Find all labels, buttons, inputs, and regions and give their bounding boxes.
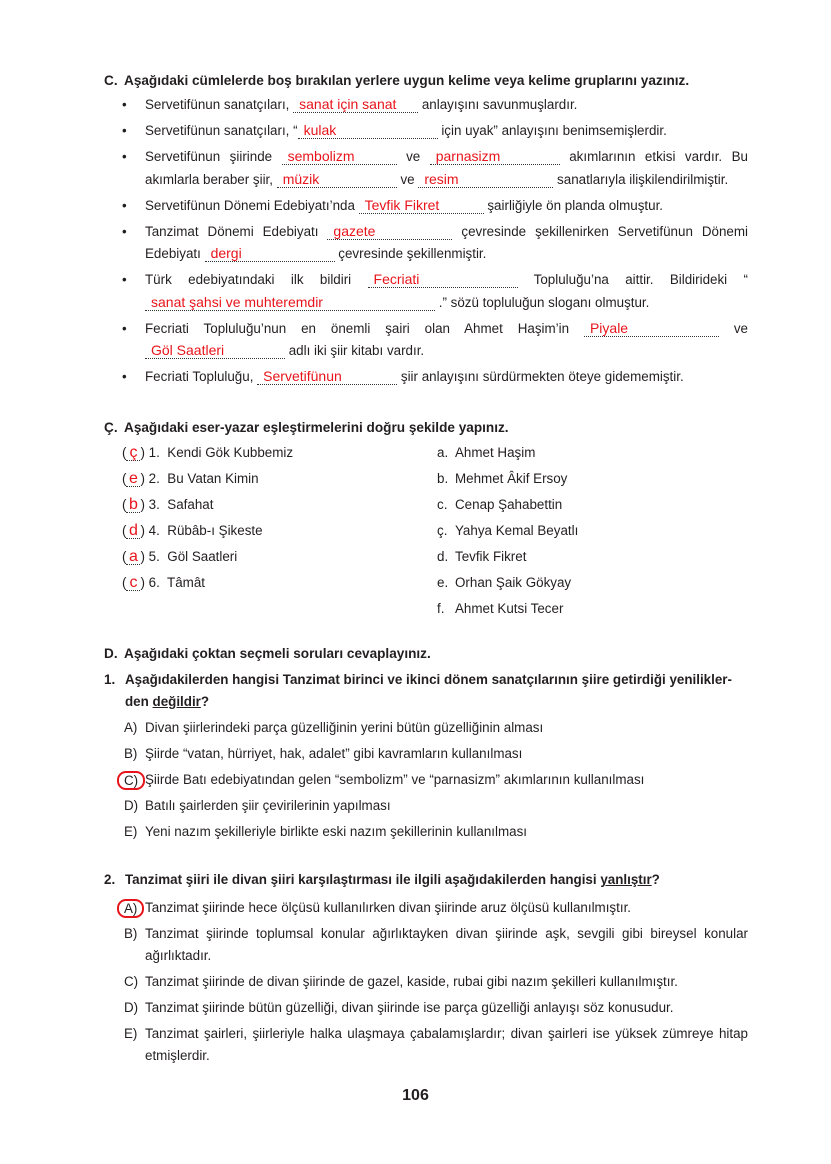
bullet-item: [122, 318, 748, 363]
question-end: ?: [651, 872, 660, 888]
sentence-text: anlayışını savunmuşlardır.: [418, 97, 578, 112]
bullet-item: [122, 195, 748, 218]
answer-blank[interactable]: sanat için sanat: [293, 97, 418, 113]
sentence-text: ve: [396, 171, 419, 187]
section-letter: D.: [104, 646, 118, 662]
author-item: [437, 495, 562, 515]
author-letter: b.: [437, 470, 449, 486]
answer-option[interactable]: [104, 769, 748, 791]
sentence-text: Tanzimat Dönemi Edebiyatı: [145, 223, 328, 239]
option-text: Batılı şairlerden şiir çevirilerinin yapılması: [145, 798, 391, 814]
answer-blank[interactable]: Piyale: [584, 321, 719, 337]
option-label[interactable]: E): [124, 1026, 138, 1042]
work-item: ( b ) 3. Safahat: [122, 495, 214, 513]
match-row: [122, 521, 762, 547]
author-name: Orhan Şaik Gökyay: [455, 574, 572, 590]
author-name: Ahmet Kutsi Tecer: [455, 601, 564, 617]
work-number: 2.: [148, 470, 160, 486]
option-label[interactable]: B): [124, 926, 138, 942]
question-2: [104, 869, 748, 1067]
question-stem: [104, 669, 748, 713]
match-answer[interactable]: c: [126, 576, 140, 591]
answer-blank[interactable]: parnasizm: [430, 149, 560, 165]
match-answer[interactable]: a: [126, 550, 140, 565]
section-letter: C.: [104, 73, 118, 88]
sentence-text: için uyak” anlayışını benimsemişlerdir.: [437, 123, 667, 138]
option-label[interactable]: E): [124, 824, 138, 840]
match-row: [122, 469, 762, 495]
sentence-text: Topluluğu’na aittir. Bildirideki “: [517, 272, 748, 287]
question-number: 1.: [104, 672, 116, 688]
answer-option[interactable]: [104, 795, 748, 817]
sentence-text: Türk edebiyatındaki ilk bildiri: [145, 272, 368, 287]
work-number: 1.: [148, 444, 160, 460]
sentence-text: .” sözü topluluğun sloganı olmuştur.: [435, 294, 650, 310]
section-title: Aşağıdaki çoktan seçmeli soruları cevaplayınız.: [124, 646, 431, 662]
option-text: Tanzimat şiirinde toplumsal konular ağırlıktayken divan şiirinde aşk, sevgili gibi bireysel konular ağırlıktadır.: [145, 926, 748, 964]
answer-option[interactable]: [104, 821, 748, 843]
answer-blank[interactable]: Göl Saatleri: [145, 343, 285, 359]
author-name: Cenap Şahabettin: [455, 496, 563, 512]
sentence-text: şairliğiyle ön planda olmuştur.: [483, 197, 664, 213]
author-item: [437, 599, 563, 619]
answer-blank[interactable]: Servetifünun: [257, 369, 397, 385]
author-name: Tevfik Fikret: [455, 548, 527, 564]
match-row: [122, 547, 762, 573]
section-d-heading: [104, 645, 764, 663]
bullet-item: [122, 366, 748, 389]
section-title: Aşağıdaki eser-yazar eşleştirmelerini doğru şekilde yapınız.: [124, 419, 509, 435]
author-name: Ahmet Haşim: [455, 444, 536, 460]
sentence-text: Servetifünun şiirinde: [145, 149, 282, 164]
sentence-text: ve: [396, 149, 430, 164]
question-stem: [104, 869, 748, 891]
section-title: Aşağıdaki cümlelerde boş bırakılan yerlere uygun kelime veya kelime gruplarını yazınız.: [124, 73, 690, 88]
sentence-text: Fecriati Topluluğu,: [145, 369, 258, 384]
match-row: [122, 443, 762, 469]
work-title: Rübâb-ı Şikeste: [167, 522, 263, 538]
answer-blank[interactable]: müzik: [277, 172, 397, 188]
answer-option[interactable]: [104, 971, 748, 993]
question-1: [104, 669, 748, 843]
work-number: 3.: [148, 496, 160, 512]
question-emphasis: değildir: [152, 694, 201, 710]
author-item: [437, 521, 578, 541]
sentence-text: Servetifünun Dönemi Edebiyatı’nda: [145, 197, 359, 213]
sentence-text: çevresinde şekillenmiştir.: [334, 246, 487, 261]
answer-blank[interactable]: gazete: [327, 224, 452, 240]
question-text: Aşağıdakilerden hangisi Tanzimat birinci ve ikinci dönem sanatçılarının şiire getirdiği yenilikler-den: [125, 672, 732, 710]
author-name: Mehmet Âkif Ersoy: [455, 470, 568, 486]
answer-option[interactable]: [104, 997, 748, 1019]
author-letter: d.: [437, 548, 449, 564]
work-item: ( a ) 5. Göl Saatleri: [122, 547, 238, 565]
match-answer[interactable]: b: [126, 498, 140, 513]
question-end: ?: [200, 694, 210, 710]
answer-option[interactable]: [104, 1023, 748, 1067]
match-row: [122, 599, 762, 625]
match-answer[interactable]: ç: [126, 446, 140, 461]
question-text: Tanzimat şiiri ile divan şiiri karşılaştırması ile ilgili aşağıdakilerden hangisi: [125, 872, 601, 888]
sentence-text: çevresinde şekillenirken Servetifünun Dönemi Edebiyatı: [145, 223, 748, 261]
answer-option[interactable]: [104, 743, 748, 765]
section-cc-heading: [104, 419, 764, 437]
section-letter: Ç.: [104, 419, 118, 435]
bullet-item: [122, 94, 748, 117]
sentence-text: adlı iki şiir kitabı vardır.: [285, 343, 425, 358]
work-title: Bu Vatan Kimin: [167, 470, 259, 486]
answer-blank[interactable]: Fecriati: [368, 272, 518, 288]
answer-blank[interactable]: Tevfik Fikret: [359, 198, 484, 214]
author-name: Yahya Kemal Beyatlı: [455, 522, 579, 538]
option-text: Divan şiirlerindeki parça güzelliğinin yerini bütün güzelliğinin alması: [145, 720, 544, 736]
author-item: [437, 469, 567, 489]
answer-option[interactable]: [104, 923, 748, 967]
option-text: Tanzimat şairleri, şiirleriyle halka ulaşmaya çabalamışlardır; divan şairleri ise yüksek zümreye hitap etmişlerdir.: [145, 1026, 748, 1064]
answer-option[interactable]: [104, 897, 748, 919]
answer-blank[interactable]: kulak: [298, 123, 438, 139]
author-item: [437, 547, 526, 567]
option-text: Şiirde Batı edebiyatından gelen “sembolizm” ve “parnasizm” akımlarının kullanılması: [145, 772, 645, 788]
sentence-text: Fecriati Topluluğu’nun en önemli şairi olan Ahmet Haşim’in: [145, 320, 584, 336]
work-number: 6.: [148, 574, 160, 590]
sentence-text: Servetifünun sanatçıları,: [145, 97, 294, 112]
match-row: [122, 573, 762, 599]
answer-blank[interactable]: resim: [418, 172, 553, 188]
author-letter: f.: [437, 601, 445, 617]
author-item: [437, 443, 535, 463]
bullet-item: [122, 221, 748, 266]
answer-blank[interactable]: dergi: [205, 246, 335, 262]
option-label[interactable]: C): [124, 974, 139, 990]
work-item: ( c ) 6. Tâmât: [122, 573, 205, 591]
author-letter: e.: [437, 574, 449, 590]
option-label[interactable]: D): [124, 798, 139, 814]
option-text: Tanzimat şiirinde hece ölçüsü kullanılırken divan şiirinde aruz ölçüsü kullanılmıştır.: [145, 900, 632, 916]
option-label[interactable]: B): [124, 746, 138, 762]
work-title: Kendi Gök Kubbemiz: [167, 444, 294, 460]
option-text: Şiirde “vatan, hürriyet, hak, adalet” gibi kavramların kullanılması: [145, 746, 523, 762]
sentence-text: ve: [718, 320, 748, 336]
work-number: 4.: [148, 522, 160, 538]
bullet-item: [122, 146, 748, 191]
work-item: ( ç ) 1. Kendi Gök Kubbemiz: [122, 443, 294, 461]
work-item: ( e ) 2. Bu Vatan Kimin: [122, 469, 259, 487]
option-label[interactable]: D): [124, 1000, 139, 1016]
match-answer[interactable]: e: [126, 472, 140, 487]
answer-blank[interactable]: sembolizm: [282, 149, 397, 165]
option-text: Tanzimat şiirinde bütün güzelliği, divan şiirinde ise parça güzelliği anlayışı söz konusudur.: [145, 1000, 674, 1016]
author-letter: ç.: [437, 522, 448, 538]
bullet-item: [122, 269, 748, 314]
sentence-text: sanatlarıyla ilişkilendirilmiştir.: [553, 171, 729, 187]
selected-option-label[interactable]: C): [117, 771, 145, 790]
option-label[interactable]: A): [124, 720, 138, 736]
work-title: Göl Saatleri: [167, 548, 238, 564]
author-letter: a.: [437, 444, 449, 460]
answer-blank[interactable]: sanat şahsi ve muhteremdir: [145, 295, 435, 311]
answer-option[interactable]: [104, 717, 748, 739]
selected-option-label[interactable]: A): [117, 899, 144, 918]
question-emphasis: yanlıştır: [600, 872, 652, 888]
fill-in-list: [122, 94, 748, 389]
section-c-heading: [104, 72, 764, 90]
match-row: [122, 495, 762, 521]
option-text: Tanzimat şiirinde de divan şiirinde de gazel, kaside, rubai gibi nazım şekilleri kullanılmıştır.: [145, 974, 678, 990]
work-title: Safahat: [167, 496, 214, 512]
author-item: [437, 573, 571, 593]
page-number: 106: [402, 1087, 429, 1105]
question-number: 2.: [104, 872, 116, 888]
match-answer[interactable]: d: [126, 524, 140, 539]
bullet-item: [122, 120, 748, 143]
work-title: Tâmât: [167, 574, 205, 590]
work-number: 5.: [148, 548, 160, 564]
sentence-text: Servetifünun sanatçıları, “: [145, 123, 298, 138]
matching-list: [122, 443, 762, 626]
sentence-text: akımlarının etkisi vardır. Bu akımlarla beraber şiir,: [145, 149, 749, 187]
sentence-text: şiir anlayışını sürdürmekten öteye gidememiştir.: [397, 369, 684, 384]
option-text: Yeni nazım şekilleriyle birlikte eski nazım şekillerinin kullanılması: [145, 824, 528, 840]
work-item: ( d ) 4. Rübâb-ı Şikeste: [122, 521, 263, 539]
author-letter: c.: [437, 496, 448, 512]
